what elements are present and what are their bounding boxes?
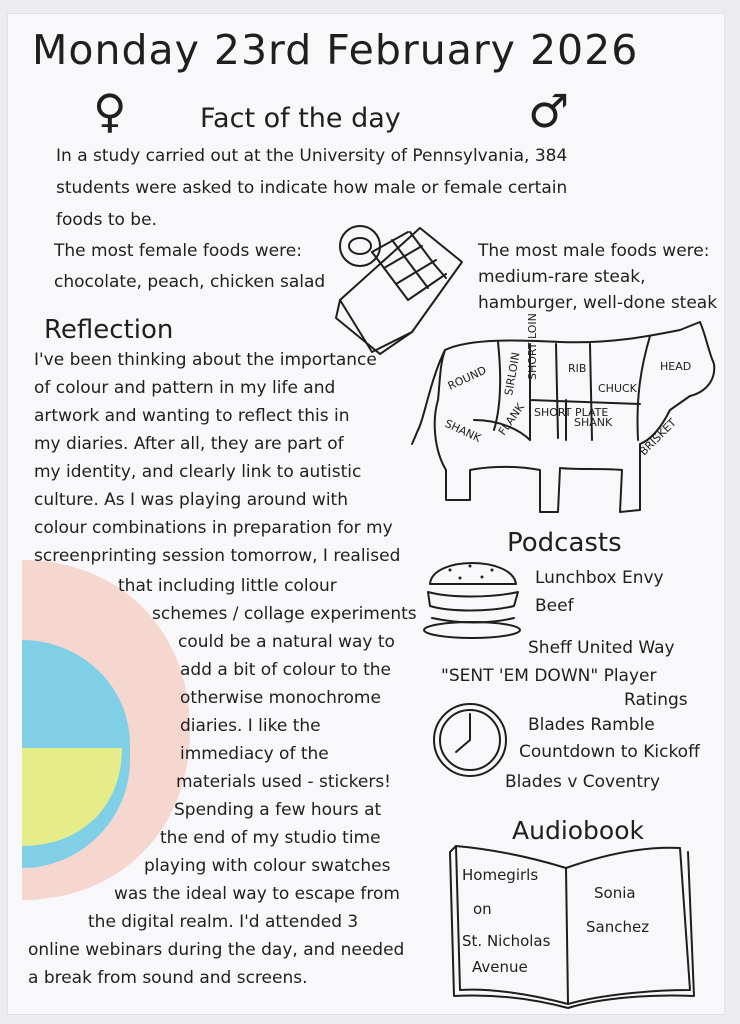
male-foods-line: hamburger, well-done steak — [478, 293, 718, 313]
reflection-line: the digital realm. I'd attended 3 — [88, 912, 359, 932]
reflection-line: colour combinations in preparation for my — [34, 518, 393, 538]
reflection-line: online webinars during the day, and needed — [28, 940, 405, 960]
reflection-line: that including little colour — [118, 576, 337, 596]
cow-label: SHANK — [574, 416, 613, 429]
reflection-line: screenprinting session tomorrow, I realised — [34, 546, 401, 566]
podcast-item: Ratings — [624, 690, 688, 710]
female-symbol-icon: ♀ — [93, 84, 127, 138]
reflection-line: otherwise monochrome — [180, 688, 381, 708]
reflection-line: was the ideal way to escape from — [114, 884, 400, 904]
cow-label: FLANK — [495, 401, 527, 438]
fact-title: Fact of the day — [200, 103, 401, 134]
male-foods-line: medium-rare steak, — [478, 267, 646, 287]
cow-label: HEAD — [660, 360, 692, 373]
reflection-line: diaries. I like the — [180, 716, 321, 736]
fact-line: foods to be. — [56, 210, 157, 230]
cow-label: SHORT LOIN — [526, 313, 539, 380]
fact-line: In a study carried out at the University of Pennsylvania, 384 — [56, 146, 568, 166]
reflection-line: immediacy of the — [180, 744, 329, 764]
reflection-line: could be a natural way to — [178, 632, 395, 652]
cow-label: CHUCK — [598, 382, 637, 395]
cow-label: SIRLOIN — [502, 351, 523, 397]
reflection-line: schemes / collage experiments — [152, 604, 417, 624]
book-title-line: on — [473, 900, 492, 918]
book-author-line: Sonia — [594, 884, 636, 902]
fact-line: students were asked to indicate how male or female certain — [56, 178, 568, 198]
cow-label: RIB — [568, 362, 587, 375]
reflection-line: culture. As I was playing around with — [34, 490, 348, 510]
podcast-item: Blades v Coventry — [505, 772, 661, 792]
book-title-line: Homegirls — [462, 866, 539, 884]
reflection-line: I've been thinking about the importance — [34, 350, 377, 370]
book-title-line: St. Nicholas — [462, 932, 551, 950]
cow-label: SHORT PLATE — [534, 406, 609, 419]
reflection-line: a break from sound and screens. — [28, 968, 308, 988]
reflection-line: playing with colour swatches — [144, 856, 391, 876]
cow-label: ROUND — [445, 363, 489, 393]
podcast-item: Countdown to Kickoff — [519, 742, 700, 762]
reflection-title: Reflection — [44, 315, 174, 345]
female-foods-heading: The most female foods were: — [54, 241, 302, 261]
page-date: Monday 23rd February 2026 — [32, 26, 639, 74]
podcast-item: "SENT 'EM DOWN" Player — [441, 666, 657, 686]
female-foods-list: chocolate, peach, chicken salad — [54, 272, 326, 292]
reflection-line: of colour and pattern in my life and — [34, 378, 336, 398]
cow-label: BRISKET — [636, 416, 679, 459]
reflection-line: the end of my studio time — [160, 828, 381, 848]
podcast-item: Blades Ramble — [528, 715, 655, 735]
male-foods-heading: The most male foods were: — [478, 241, 710, 261]
male-symbol-icon: ♂ — [528, 84, 570, 138]
book-author-line: Sanchez — [586, 918, 650, 936]
book-title-line: Avenue — [472, 958, 528, 976]
reflection-line: Spending a few hours at — [174, 800, 382, 820]
reflection-line: add a bit of colour to the — [180, 660, 392, 680]
podcast-item: Sheff United Way — [528, 638, 675, 658]
cow-label: SHANK — [442, 416, 483, 445]
podcast-item: Lunchbox Envy — [535, 568, 664, 588]
reflection-line: my identity, and clearly link to autistic — [34, 462, 362, 482]
podcasts-title: Podcasts — [507, 528, 622, 558]
reflection-line: materials used - stickers! — [176, 772, 391, 792]
audiobook-title: Audiobook — [512, 816, 644, 845]
reflection-line: artwork and wanting to reflect this in — [34, 406, 350, 426]
podcast-item: Beef — [535, 596, 574, 616]
reflection-line: my diaries. After all, they are part of — [34, 434, 344, 454]
